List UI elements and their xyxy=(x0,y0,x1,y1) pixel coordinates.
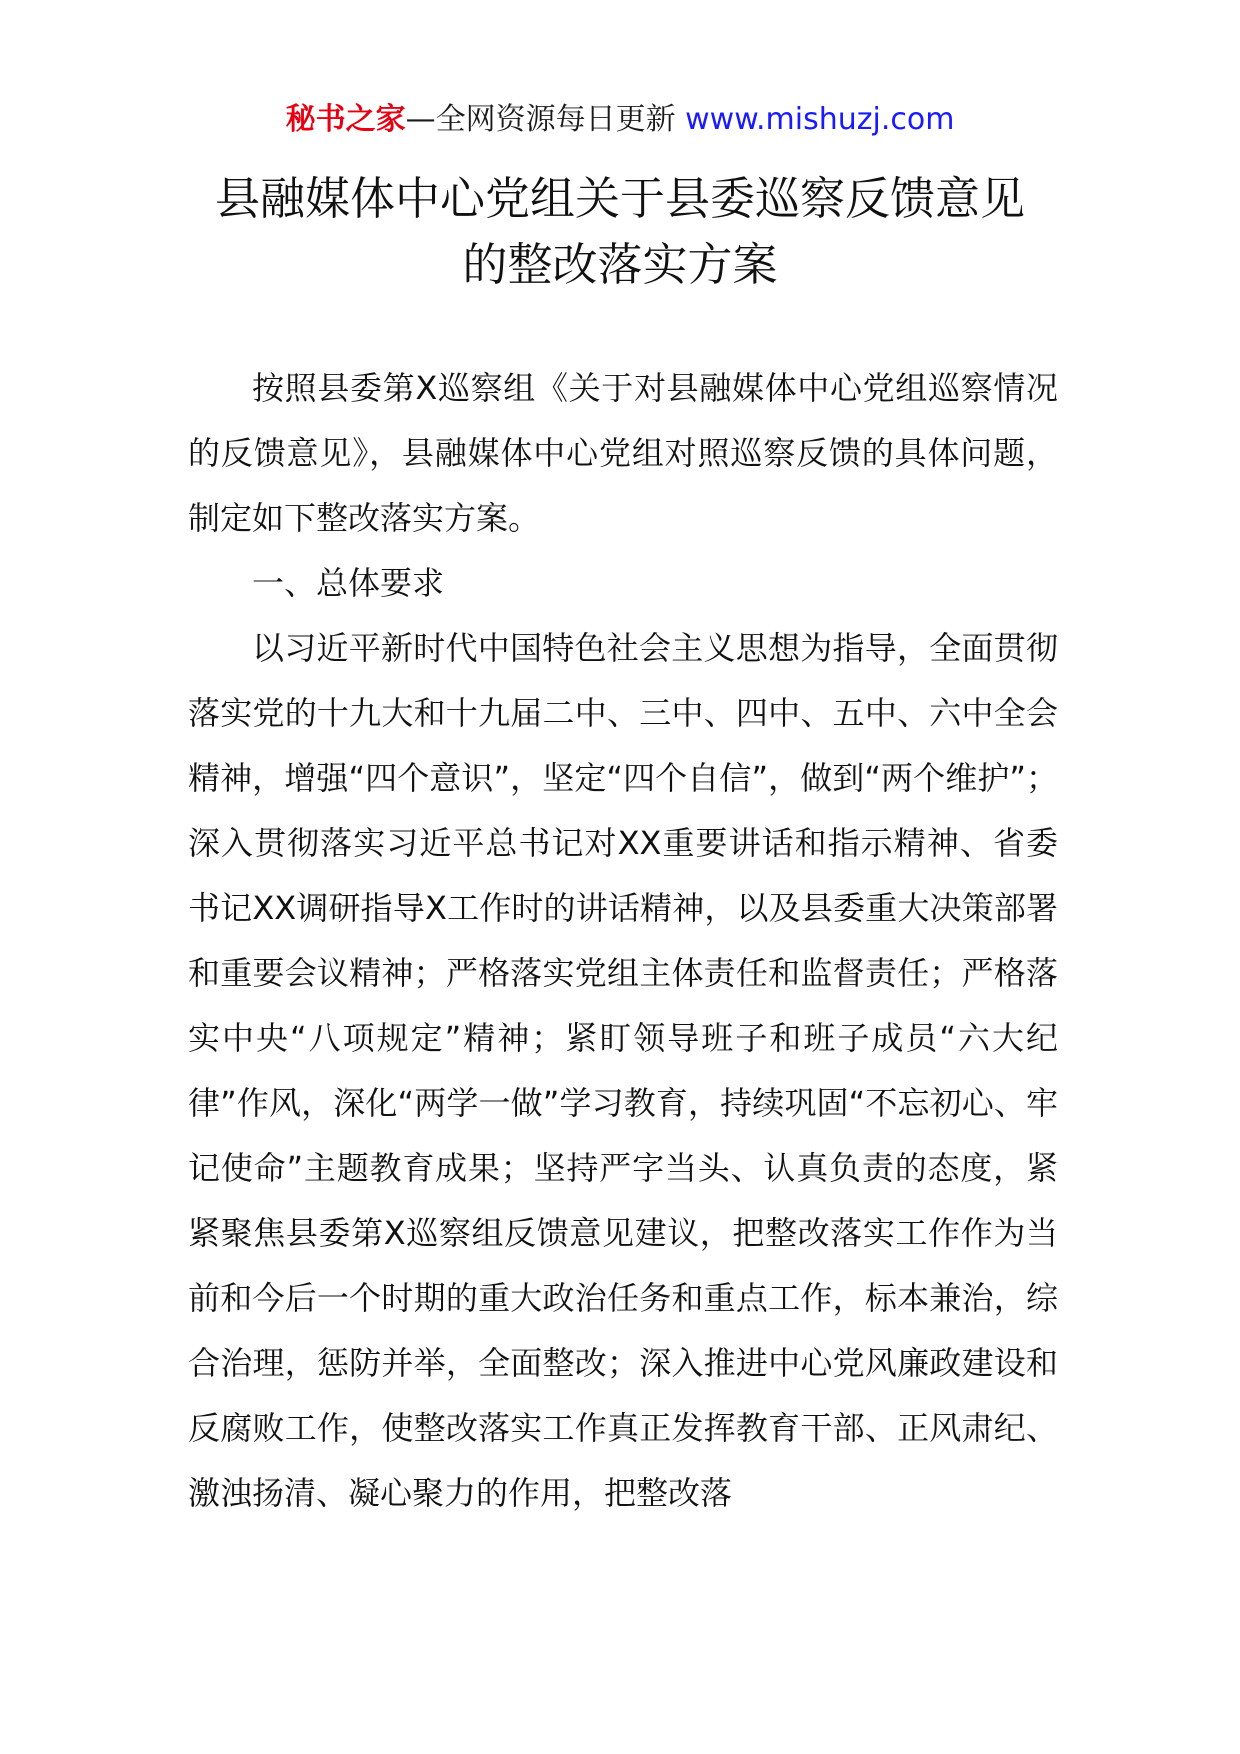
intro-paragraph: 按照县委第X巡察组《关于对县融媒体中心党组巡察情况的反馈意见》，县融媒体中心党组对照巡察反馈的具体问题，制定如下整改落实方案。 xyxy=(188,369,1058,537)
site-tagline: —全网资源每日更新 xyxy=(405,102,676,137)
site-name: 秘书之家 xyxy=(285,102,406,137)
section-heading: 一、总体要求 xyxy=(252,564,445,602)
site-header xyxy=(0,100,1240,140)
document-title-line-1: 县融媒体中心党组关于县委巡察反馈意见 xyxy=(214,172,1025,225)
document-title xyxy=(160,166,1080,298)
body-paragraph: 以习近平新时代中国特色社会主义思想为指导，全面贯彻落实党的十九大和十九届二中、三中、四中、五中、六中全会精神，增强“四个意识”，坚定“四个自信”，做到“两个维护”；深入贯彻落实习近平总书记对XX重要讲话和指示精神、省委书记XX调研指导X工作时的讲话精神，以及县委重大决策部署和重要会议精神；严格落实党组主体责任和监督责任；严格落实中央“八项规定”精神；紧盯领导班子和班子成员“六大纪律”作风，深化“两学一做”学习教育，持续巩固“不忘初心、牢记使命”主题教育成果；坚持严字当头、认真负责的态度，紧紧聚焦县委第X巡察组反馈意见建议，把整改落实工作作为当前和今后一个时期的重大政治任务和重点工作，标本兼治，综合治理，惩防并举，全面整改；深入推进中心党风廉政建设和反腐败工作，使整改落实工作真正发挥教育干部、正风肃纪、激浊扬清、凝心聚力的作用，把整改落 xyxy=(188,629,1058,1512)
site-url-link[interactable]: www.mishuzj.com xyxy=(685,102,955,137)
document-body xyxy=(188,356,1058,1526)
document-title-line-2: 的整改落实方案 xyxy=(462,238,778,291)
